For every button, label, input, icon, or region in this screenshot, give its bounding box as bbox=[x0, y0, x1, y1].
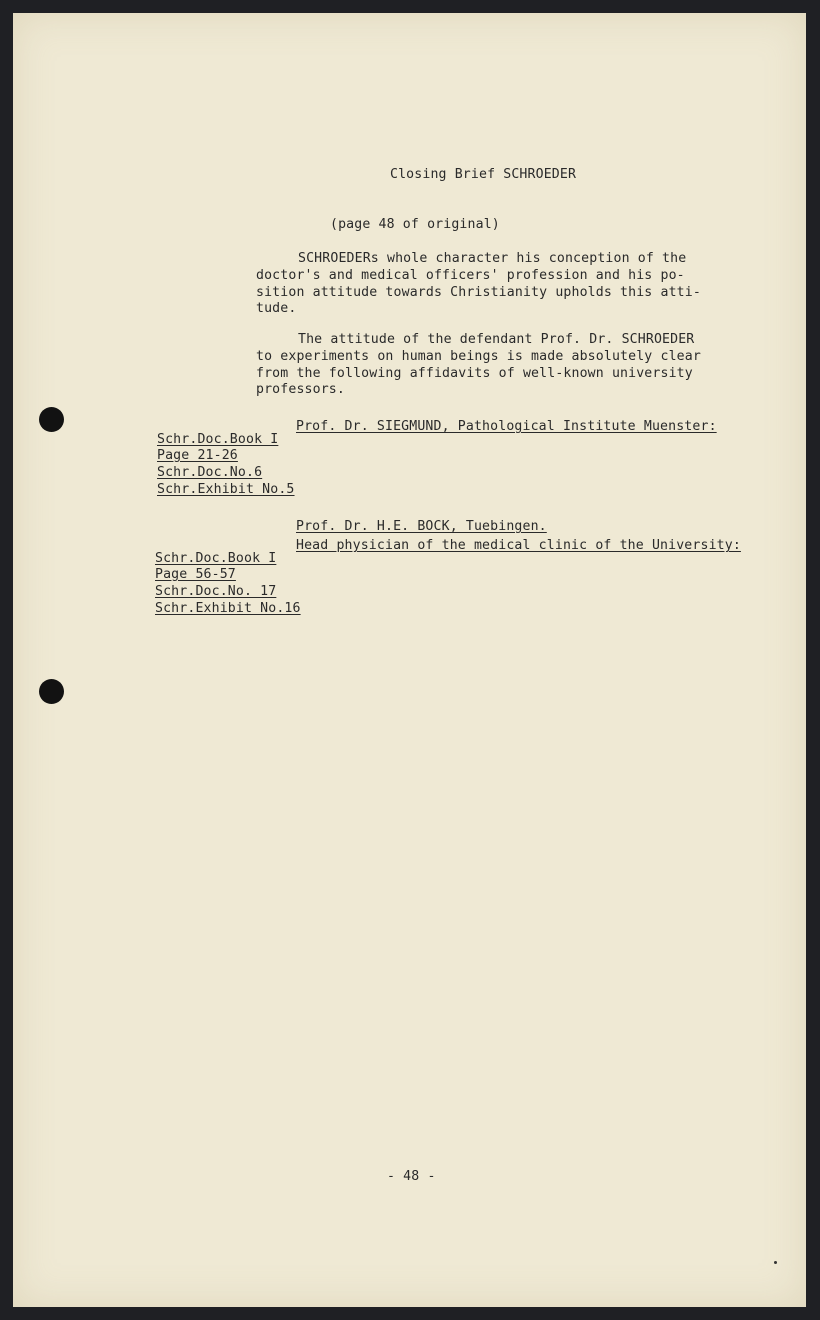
paragraph1-line3: sition attitude towards Christianity upholds this atti- bbox=[256, 285, 701, 300]
affidavit2-ref-book: Schr.Doc.Book I bbox=[155, 551, 277, 566]
paper-speck bbox=[774, 1261, 777, 1264]
affidavit1-ref-exhibit: Schr.Exhibit No.5 bbox=[157, 482, 295, 497]
document-page bbox=[13, 13, 806, 1307]
page-number: - 48 - bbox=[387, 1169, 436, 1184]
affidavit2-ref-doc: Schr.Doc.No. 17 bbox=[155, 584, 277, 599]
affidavit1-ref-doc: Schr.Doc.No.6 bbox=[157, 465, 263, 480]
affidavit1-ref-book: Schr.Doc.Book I bbox=[157, 432, 279, 447]
affidavit1-ref-page: Page 21-26 bbox=[157, 448, 238, 463]
punch-hole-top bbox=[39, 407, 64, 432]
page-reference: (page 48 of original) bbox=[330, 217, 500, 232]
paragraph2-line4: professors. bbox=[256, 382, 345, 397]
affidavit2-ref-exhibit: Schr.Exhibit No.16 bbox=[155, 601, 301, 616]
paragraph2-line3: from the following affidavits of well-known university bbox=[256, 366, 693, 381]
paragraph2-line2: to experiments on human beings is made absolutely clear bbox=[256, 349, 701, 364]
paragraph2-line1: The attitude of the defendant Prof. Dr. SCHROEDER bbox=[298, 332, 695, 347]
paragraph1-line2: doctor's and medical officers' profession and his po- bbox=[256, 268, 685, 283]
paragraph1-line4: tude. bbox=[256, 301, 297, 316]
paragraph1-line1: SCHROEDERs whole character his conception of the bbox=[298, 251, 687, 266]
punch-hole-bottom bbox=[39, 679, 64, 704]
affidavit1-heading: Prof. Dr. SIEGMUND, Pathological Institute Muenster: bbox=[296, 419, 717, 434]
affidavit2-heading-role: Head physician of the medical clinic of the University: bbox=[296, 538, 741, 553]
document-title: Closing Brief SCHROEDER bbox=[390, 167, 577, 182]
affidavit2-heading-name: Prof. Dr. H.E. BOCK, Tuebingen. bbox=[296, 519, 547, 534]
affidavit2-ref-page: Page 56-57 bbox=[155, 567, 236, 582]
